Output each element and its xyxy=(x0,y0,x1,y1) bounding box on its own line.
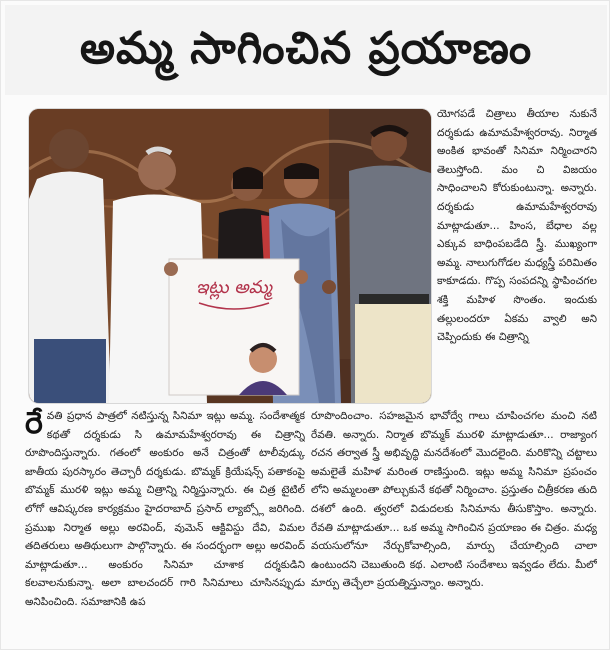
event-photo xyxy=(29,109,431,403)
article-text-right: యోగపడే చిత్రాలు తీయాల నుకునే దర్శకుడు ఉమామహేశ్వరరావు. నిర్మాత అంకిత భావంతో సినిమా నిర్మించారని తెలుస్తోంది. మం చి విజయం సాధించాలని కోరుకుంటున్నా. అన్నారు. దర్శకుడు ఉమామహేశ్వరరావు మాట్లాడుతూ... హింస, బేధాల వల్ల ఎక్కువ బాధింపబడేది స్త్రీ. ముఖ్యంగా అమ్మ. నాలుగుగోడల మధ్యస్త్రీ పరిమితం కాకూడదు. గొప్ప సంపదన్ని స్థాపించగల శక్తి మహిళ సొంతం. ఇందుకు తల్లులందరూ ఏకమ వ్వాలి అని చెప్పిందుకు ఈ చిత్రాన్ని xyxy=(437,108,597,344)
movie-poster xyxy=(169,259,299,395)
article-column-left xyxy=(25,407,305,647)
headline: అమ్మ సాగించిన ప్రయాణం xyxy=(79,23,533,74)
article-text-left: వతి ప్రధాన పాత్రలో నటిస్తున్న సినిమా ఇట్లు అమ్మ. సందేశాత్మక కథతో దర్శకుడు సి ఉమామహేశ్వరరావు ఈ చిత్రాన్ని రూపొందిస్తున్నారు. గతంలో అంకురం అనే చిత్రంతో టాలీవుడ్కు జాతీయ పురస్కారం తెచ్చారీ దర్శకుడు. బొమ్మక్ క్రియేషన్స్ పతాకంపై బొమ్మక్ మురళి ఇట్లు అమ్మ చిత్రాన్ని నిర్మిస్తున్నారు. ఈ చిత్ర టైటిల్ లోగో ఆవిష్కరణ కార్యక్రమం హైదరాబాద్ ప్రసాద్ ల్యాబ్స్లో జరిగింది. ప్రముఖ నిర్మాత అల్లు అరవింద్, వుమెన్ ఆక్టివిస్టు దేవి, విమల తదితరులు అతిథులుగా పాల్గొన్నారు. ఈ సందర్భంగా అల్లు అరవింద్ మాట్లాడుతూ... అంకురం సినిమా చూశాక దర్శకుడిని కలవాలనుకున్నా. అలా బాలచందర్ గారి సినిమాలు చూసినప్పుడు అనిపించింది. సమాజానికి ఉప xyxy=(25,410,305,608)
dropcap: రే xyxy=(25,407,43,441)
article-text-middle: రూపొందించాం. సహజమైన భావోద్వే గాలు చూపించగల మంచి నటి రేవతి. అన్నారు. నిర్మాత బొమ్మక్ మురళి మాట్లాడుతూ... రాజ్యాంగ రచన తర్వాత స్త్రీ అభివృద్ధి మనదేశంలో మొదలైంది. మరికొన్ని చట్టాలు అమలైతే మహిళ మరింత రాణిస్తుంది. ఇట్లు అమ్మ సినిమా ప్రపంచం లోని అమ్మలంతా పోల్చుకునే కథతో నిర్మించాం. ప్రస్తుతం చిత్రీకరణ తుది దశలో ఉంది. త్వరలో విడుదలకు సినిమాను తీసుకొస్తాం. అన్నారు. రేవతి మాట్లాడుతూ... ఒక అమ్మ సాగించిన ప్రయాణం ఈ చిత్రం. మధ్య వయసులోనూ నేర్చుకోవాల్సింది, మార్పు చేయాల్సింది చాలా ఉంటుందని చెబుతుంది కథ. ఎలాంటి సందేశాలు ఇవ్వడం లేదు. మీలో మార్పు తెచ్చేలా ప్రయత్నిస్తున్నాం. అన్నారు. xyxy=(311,410,597,590)
article-column-middle xyxy=(311,407,597,647)
article-column-right xyxy=(437,105,597,405)
event-photo-illustration xyxy=(29,109,431,403)
poster-title: ఇట్లు అమ్మ xyxy=(196,277,272,298)
headline-band xyxy=(5,5,607,95)
